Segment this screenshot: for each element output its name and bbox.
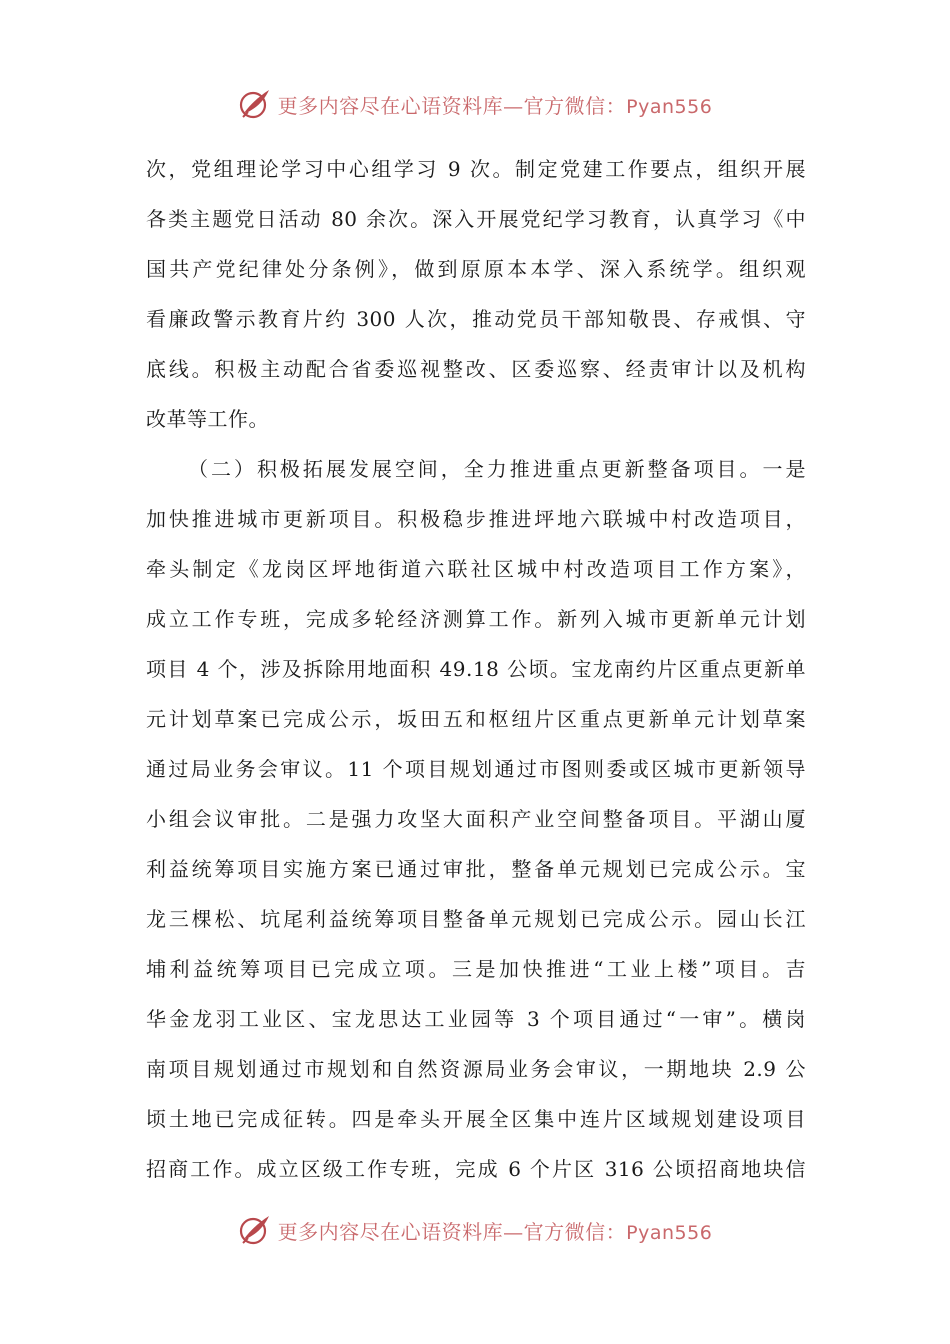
paragraph-2 (146, 444, 806, 1194)
wechat-id: Pyan556 (626, 95, 713, 118)
text-line: 次，党组理论学习中心组学习 9 次。制定党建工作要点，组织开展 (146, 157, 806, 181)
text-line: 牵头制定《龙岗区坪地街道六联社区城中村改造项目工作方案》， (146, 557, 806, 581)
document-body (146, 144, 806, 1194)
text-line: 成立工作专班，完成多轮经济测算工作。新列入城市更新单元计划 (146, 607, 806, 631)
wechat-id: Pyan556 (626, 1221, 713, 1244)
text-line: 利益统筹项目实施方案已通过审批，整备单元规划已完成公示。宝 (146, 857, 806, 881)
text-line: 项目 4 个，涉及拆除用地面积 49.18 公顷。宝龙南约片区重点更新单 (146, 657, 806, 681)
text-line: 小组会议审批。二是强力攻坚大面积产业空间整备项目。平湖山厦 (146, 807, 806, 831)
text-line: 元计划草案已完成公示，坂田五和枢纽片区重点更新单元计划草案 (146, 707, 806, 731)
quill-pen-logo-icon (238, 87, 272, 121)
quill-pen-logo-icon (238, 1213, 272, 1247)
header-watermark-banner (0, 84, 950, 124)
text-line: 埔利益统筹项目已完成立项。三是加快推进“工业上楼”项目。吉 (146, 957, 806, 981)
text-line: 国共产党纪律处分条例》，做到原原本本学、深入系统学。组织观 (146, 257, 806, 281)
text-line: 改革等工作。 (146, 407, 269, 431)
text-line: 南项目规划通过市规划和自然资源局业务会审议，一期地块 2.9 公 (146, 1057, 806, 1081)
text-line: 加快推进城市更新项目。积极稳步推进坪地六联城中村改造项目， (146, 507, 806, 531)
paragraph-1 (146, 144, 806, 444)
text-line: 各类主题党日活动 80 余次。深入开展党纪学习教育，认真学习《中 (146, 207, 806, 231)
watermark-text: 更多内容尽在心语资料库—官方微信：Pyan556 (277, 93, 713, 118)
text-line: 华金龙羽工业区、宝龙思达工业园等 3 个项目通过“一审”。横岗 (146, 1007, 806, 1031)
footer-watermark-banner (0, 1210, 950, 1250)
text-line: 看廉政警示教育片约 300 人次，推动党员干部知敬畏、存戒惧、守 (146, 307, 806, 331)
text-line: 通过局业务会审议。11 个项目规划通过市图则委或区城市更新领导 (146, 757, 806, 781)
text-line: 招商工作。成立区级工作专班，完成 6 个片区 316 公顷招商地块信 (146, 1157, 806, 1181)
watermark-text: 更多内容尽在心语资料库—官方微信：Pyan556 (277, 1219, 713, 1244)
text-line: 顷土地已完成征转。四是牵头开展全区集中连片区域规划建设项目 (146, 1107, 806, 1131)
section-heading-line: （二）积极拓展发展空间，全力推进重点更新整备项目。一是 (188, 457, 806, 481)
text-line: 龙三棵松、坑尾利益统筹项目整备单元规划已完成公示。园山长江 (146, 907, 806, 931)
text-line: 底线。积极主动配合省委巡视整改、区委巡察、经责审计以及机构 (146, 357, 806, 381)
